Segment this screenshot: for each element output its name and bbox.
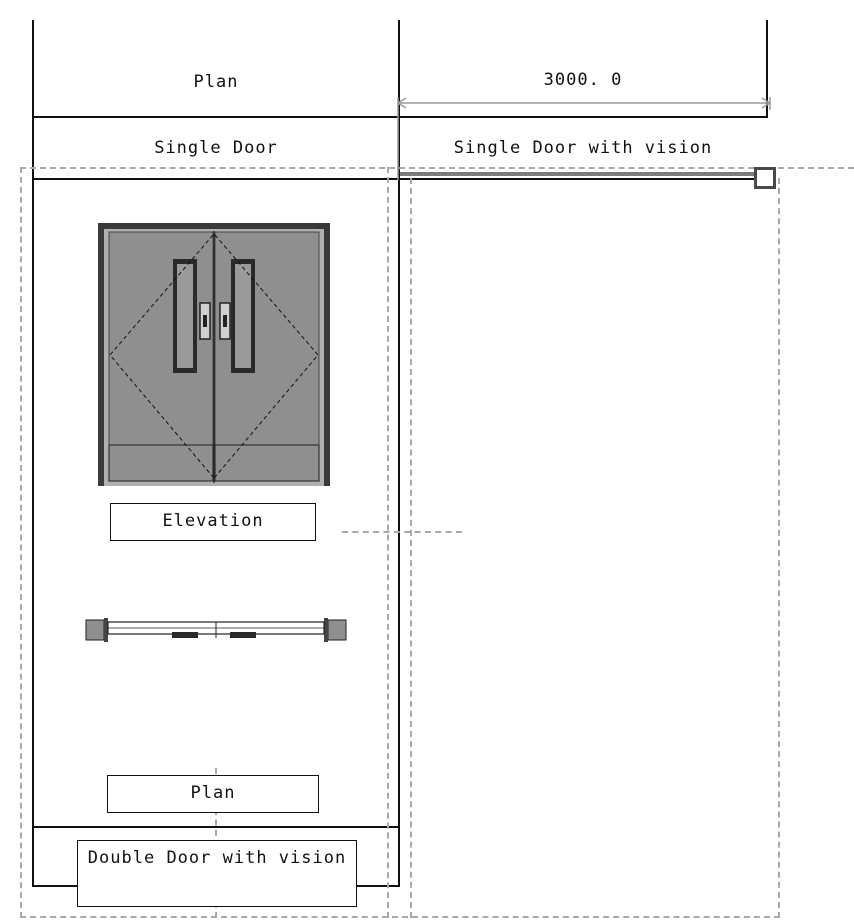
family-type-label: Double Door with vision xyxy=(77,840,357,907)
crop-bottom-edge xyxy=(20,916,780,918)
crop-left-edge xyxy=(20,167,22,918)
crop-inner-right-edge xyxy=(410,178,412,918)
header-plan-label: Plan xyxy=(193,72,239,92)
column-title-single-door-vision: Single Door with vision xyxy=(453,138,713,158)
elevation-view-tag: Elevation xyxy=(110,503,316,541)
resize-grip-handle[interactable] xyxy=(754,167,776,189)
double-door-elevation xyxy=(98,223,330,487)
crop-inner-left-edge xyxy=(387,167,389,918)
crop-mid-marker xyxy=(342,531,462,533)
plan-view-tag: Plan xyxy=(107,775,319,813)
header-width-dimension: 3000. 0 xyxy=(543,70,623,90)
column-title-single-door: Single Door xyxy=(154,138,278,158)
crop-top-edge xyxy=(20,167,854,169)
crop-right-edge xyxy=(778,178,780,918)
double-door-plan xyxy=(84,616,348,646)
